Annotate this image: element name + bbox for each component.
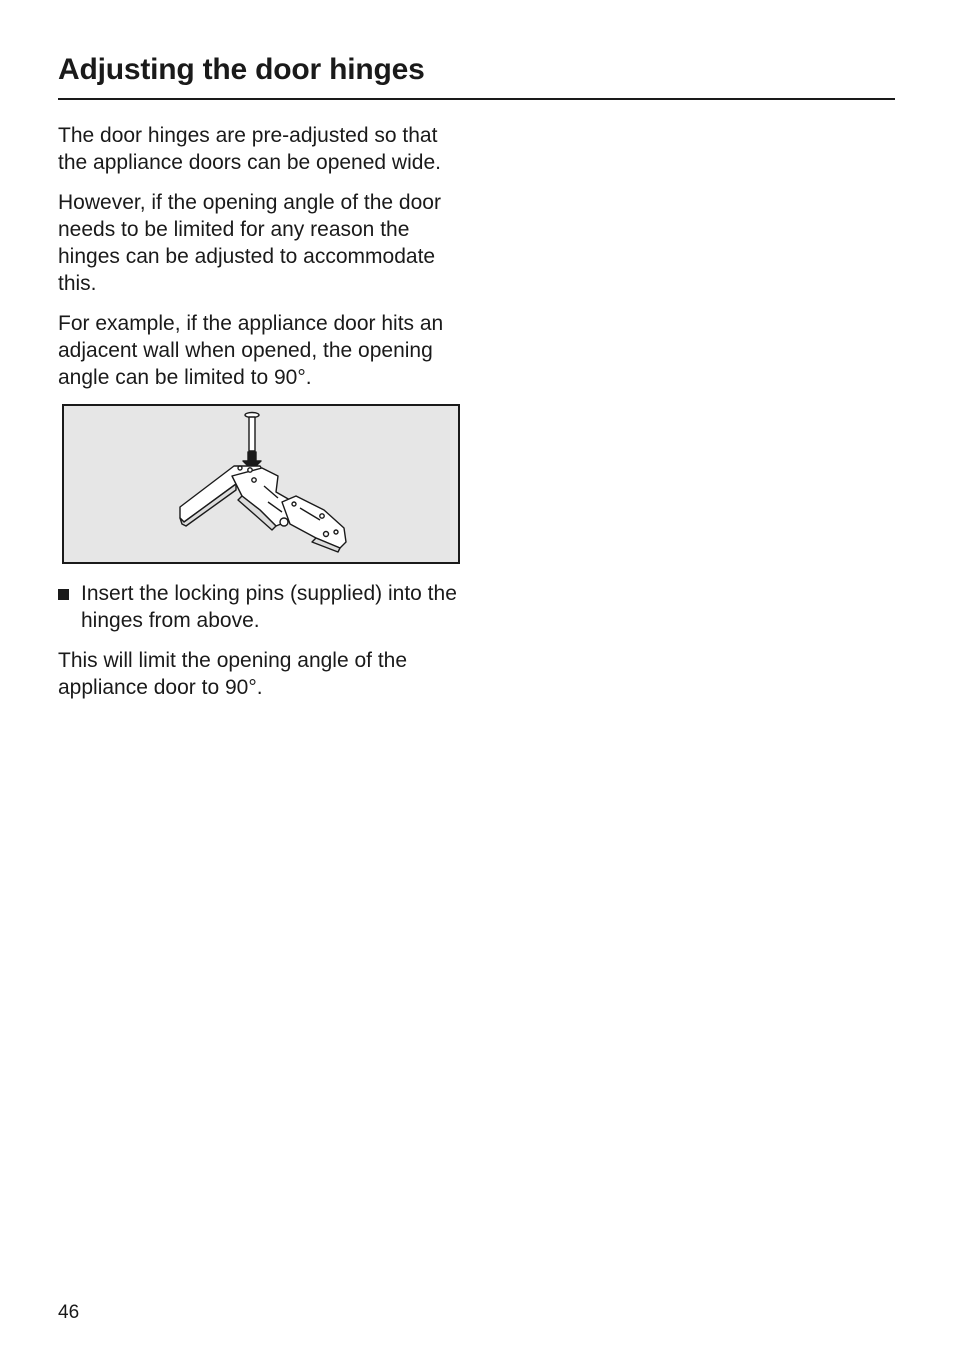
intro-paragraph-1: The door hinges are pre-adjusted so that the appliance doors can be opened wide. <box>58 124 441 174</box>
page-number: 46 <box>58 1302 80 1323</box>
hinge-figure <box>62 404 460 564</box>
instruction-step-text: Insert the locking pins (supplied) into the hinges from above. <box>81 582 457 632</box>
instruction-step <box>58 580 468 634</box>
result-paragraph: This will limit the opening angle of the appliance door to 90°. <box>58 649 408 699</box>
main-column <box>58 122 468 714</box>
page-title: Adjusting the door hinges <box>58 53 425 86</box>
intro-paragraph-3: For example, if the appliance door hits an adjacent wall when opened, the opening angle can be limited to 90°. <box>58 312 444 389</box>
hinge-locking-pin-illustration-icon <box>64 406 458 562</box>
title-divider <box>58 98 895 100</box>
bullet-square-icon <box>58 580 81 634</box>
intro-paragraph-2: However, if the opening angle of the door needs to be limited for any reason the hinges can be adjusted to accommodate this. <box>58 191 441 295</box>
